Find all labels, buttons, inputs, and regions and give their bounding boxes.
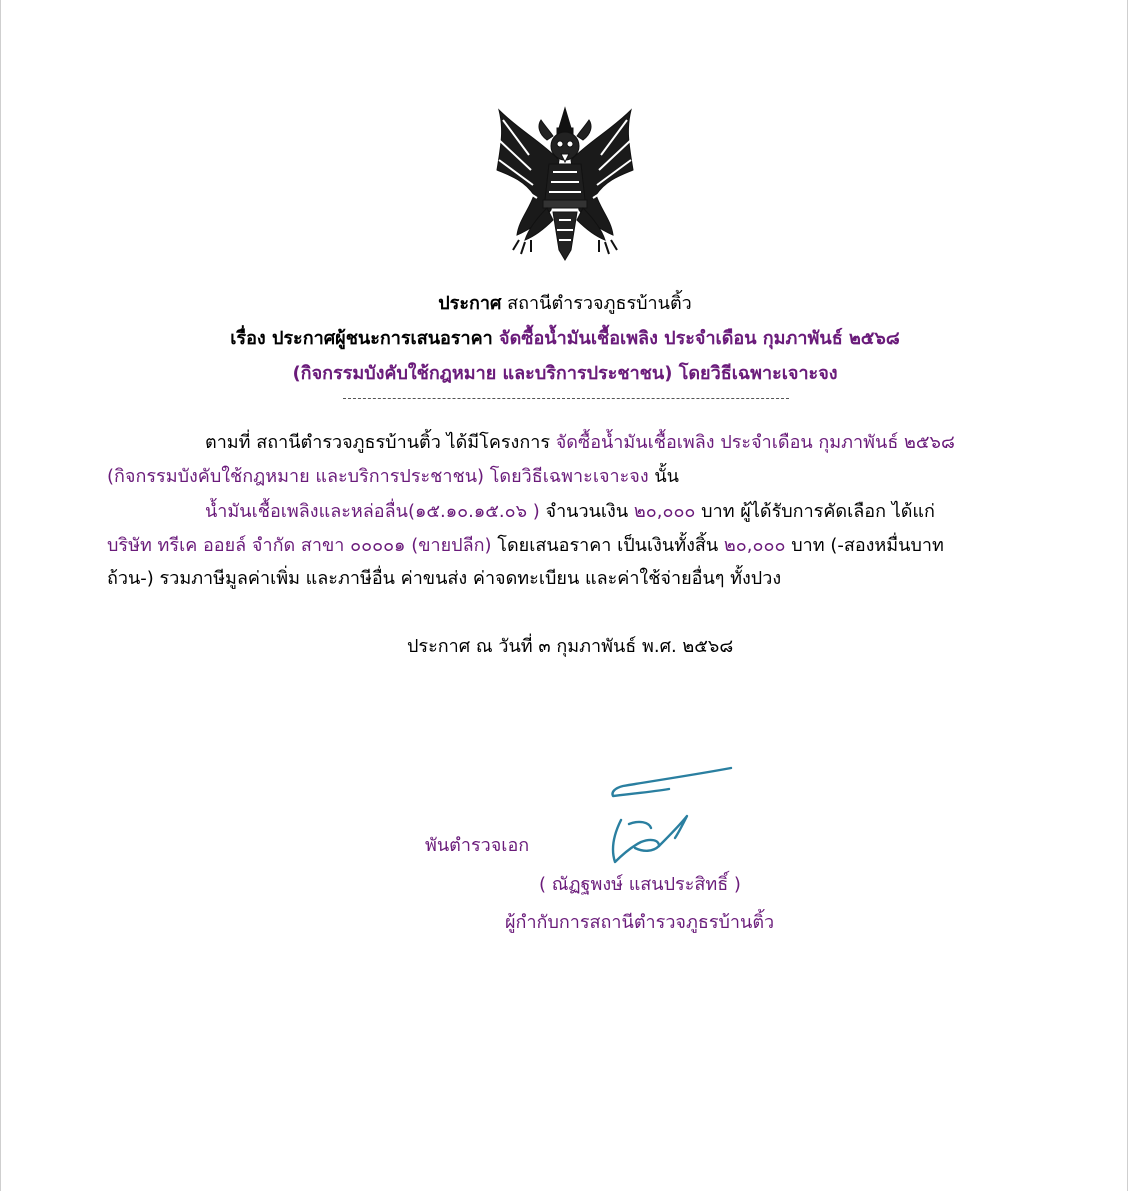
body-p2-purple: (กิจกรรมบังคับใช้กฎหมาย และบริการประชาชน) โดยวิธีเฉพาะเจาะจง (107, 466, 649, 487)
body-p4-purple1: บริษัท ทรีเค ออยล์ จำกัด สาขา ๐๐๐๐๑ (ขายปลีก) (107, 535, 492, 556)
body-line-5: ถ้วน-) รวมภาษีมูลค่าเพิ่ม และภาษีอื่น ค่าขนส่ง ค่าจดทะเบียน และค่าใช้จ่ายอื่นๆ ทั้งปวง (107, 568, 782, 589)
body-p4-black2: บาท (-สองหมื่นบาท (791, 535, 944, 556)
subject-purple: จัดซื้อน้ำมันเชื้อเพลิง ประจำเดือน กุมภาพันธ์ ๒๕๖๘ (499, 328, 900, 349)
body-p3-amount: ๒๐,๐๐๐ (633, 501, 696, 522)
body-line-1 (205, 430, 955, 456)
body-p2-black: นั้น (654, 466, 679, 487)
subject-black: ประกาศผู้ชนะการเสนอราคา (271, 328, 493, 349)
handwritten-signature (599, 762, 739, 872)
subject-label: เรื่อง (230, 328, 266, 349)
subject-line (1, 326, 1128, 352)
announce-line (1, 291, 1128, 317)
body-line-4 (107, 533, 944, 559)
body-p4-amount: ๒๐,๐๐๐ (723, 535, 786, 556)
body-line-2 (107, 464, 679, 490)
signer-name: ( ณัฏฐพงษ์ แสนประสิทธิ์ ) (539, 874, 741, 895)
body-p1-black: ตามที่ สถานีตำรวจภูธรบ้านติ้ว ได้มีโครงการ (205, 432, 550, 453)
body-p4-black1: โดยเสนอราคา เป็นเงินทั้งสิ้น (497, 535, 719, 556)
body-line-3 (205, 499, 935, 525)
body-p3-purple: น้ำมันเชื้อเพลิงและหล่อลื่น(๑๕.๑๐.๑๕.๐๖ ) (205, 501, 540, 522)
header-divider (343, 398, 789, 399)
subject-line-2: (กิจกรรมบังคับใช้กฎหมาย และบริการประชาชน) โดยวิธีเฉพาะเจาะจง (292, 363, 838, 384)
signer-position: ผู้กำกับการสถานีตำรวจภูธรบ้านติ้ว (505, 912, 775, 933)
body-p3-black2: บาท ผู้ได้รับการคัดเลือก ได้แก่ (701, 501, 935, 522)
body-p1-purple: จัดซื้อน้ำมันเชื้อเพลิง ประจำเดือน กุมภาพันธ์ ๒๕๖๘ (555, 432, 955, 453)
announce-label: ประกาศ (438, 293, 502, 314)
body-p3-black1: จำนวนเงิน (545, 501, 629, 522)
date-line: ประกาศ ณ วันที่ ๓ กุมภาพันธ์ พ.ศ. ๒๕๖๘ (407, 636, 734, 657)
station-name: สถานีตำรวจภูธรบ้านติ้ว (507, 293, 692, 314)
garuda-emblem-icon (489, 100, 641, 266)
signer-rank: พันตำรวจเอก (425, 835, 530, 856)
